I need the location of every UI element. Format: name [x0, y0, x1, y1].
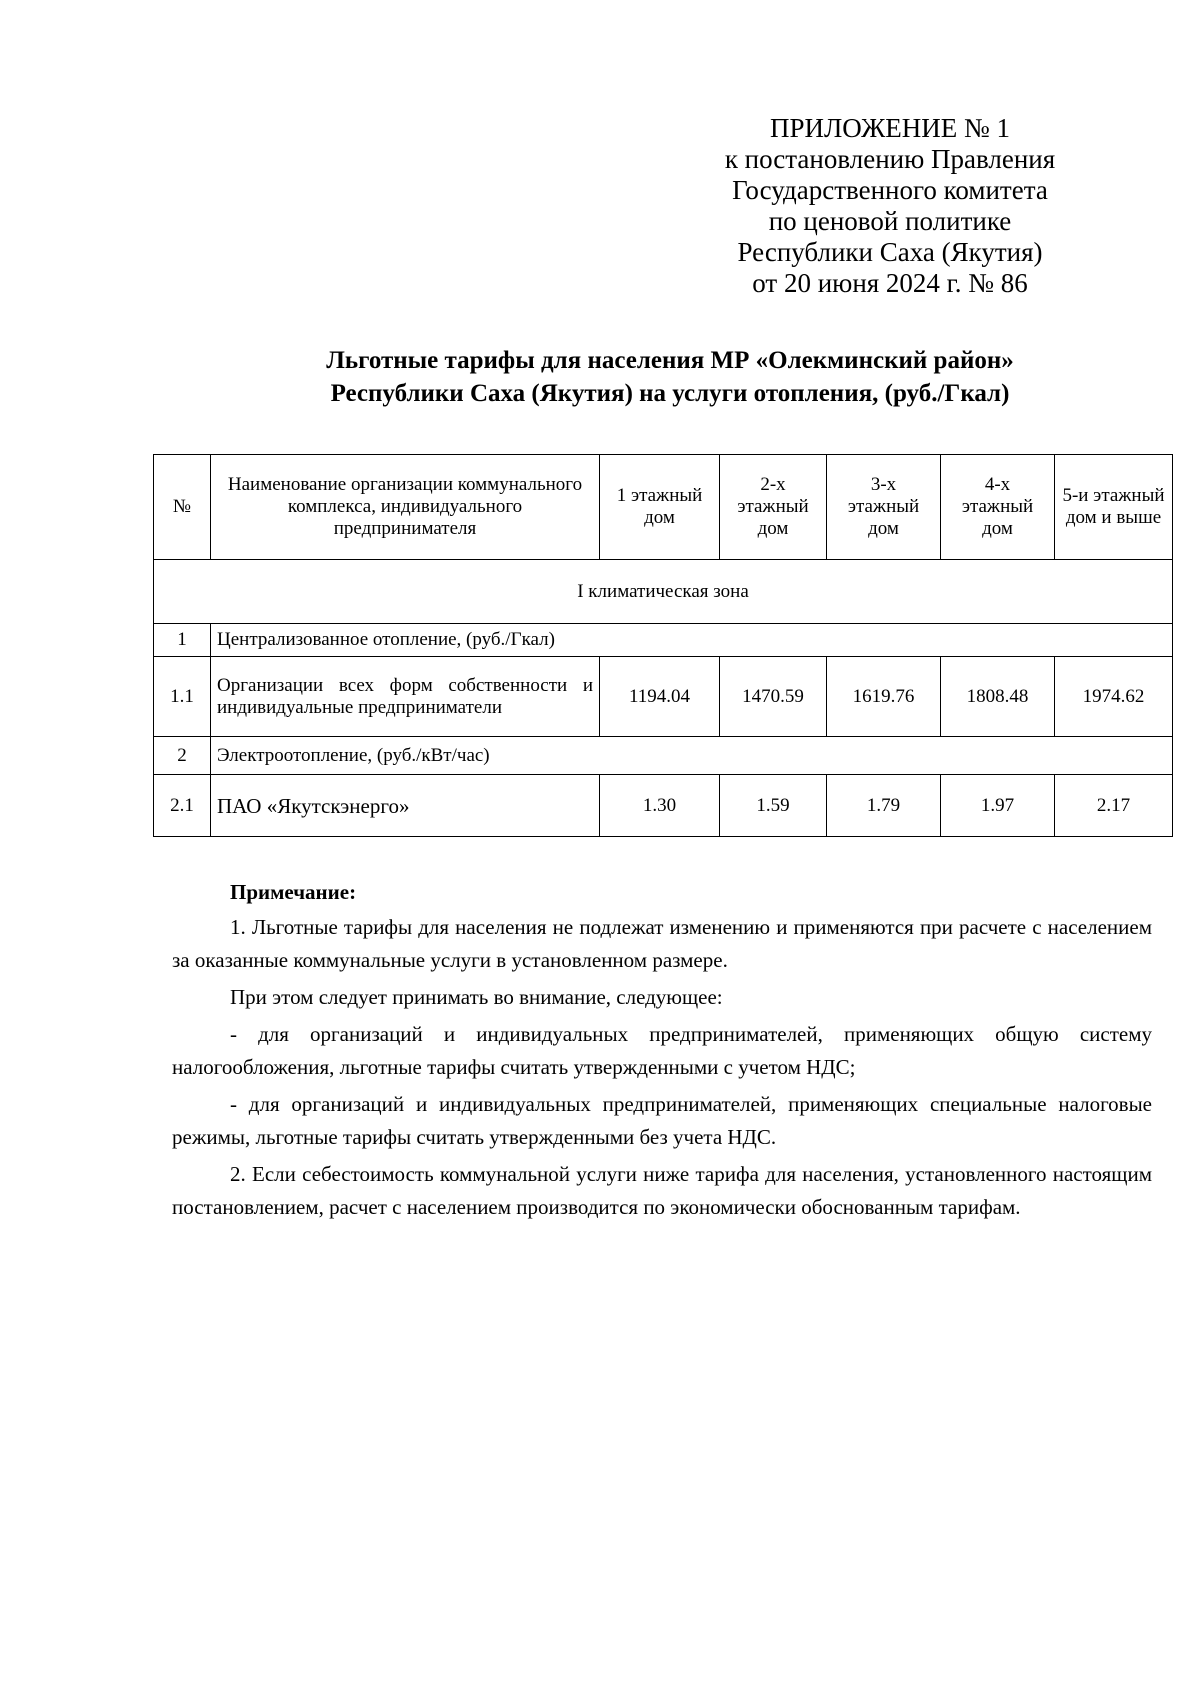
note-paragraph: 2. Если себестоимость коммунальной услуги ниже тарифа для населения, установленного настоящим постановлением, расчет с населением производится по экономически обоснованным тарифам. [172, 1162, 1152, 1219]
header-3-floor: 3-х этажный дом [827, 455, 941, 560]
value-2-floor: 1470.59 [720, 657, 827, 737]
value-3-floor: 1619.76 [827, 657, 941, 737]
section-num: 1 [154, 624, 211, 657]
row-num: 2.1 [154, 775, 211, 837]
appendix-line: к постановлению Правления [724, 144, 1056, 174]
note-paragraph: - для организаций и индивидуальных предпринимателей, применяющих специальные налоговые режимы, льготные тарифы считать утвержденными без учета НДС. [172, 1092, 1152, 1149]
section-row [154, 737, 1173, 775]
row-org-name: ПАО «Якутскэнерго» [211, 775, 600, 837]
section-label: Электроотопление, (руб./кВт/час) [211, 737, 1173, 775]
value-4-floor: 1.97 [941, 775, 1055, 837]
table-header-row [154, 455, 1173, 560]
note-paragraph: При этом следует принимать во внимание, следующее: [230, 985, 723, 1009]
value-3-floor: 1.79 [827, 775, 941, 837]
note-paragraph: - для организаций и индивидуальных предпринимателей, применяющих общую систему налогообложения, льготные тарифы считать утвержденными с учетом НДС; [172, 1022, 1152, 1079]
header-org-name: Наименование организации коммунального комплекса, индивидуального предпринимателя [211, 455, 600, 560]
appendix-block [660, 113, 1120, 299]
value-5-floor: 1974.62 [1055, 657, 1173, 737]
table-row [154, 775, 1173, 837]
value-2-floor: 1.59 [720, 775, 827, 837]
appendix-line: Республики Саха (Якутия) [737, 237, 1043, 267]
tariff-table [153, 454, 1173, 837]
header-2-floor: 2-х этажный дом [720, 455, 827, 560]
row-org-name: Организации всех форм собственности и индивидуальные предприниматели [211, 657, 600, 737]
header-1-floor: 1 этажный дом [600, 455, 720, 560]
row-num: 1.1 [154, 657, 211, 737]
section-label: Централизованное отопление, (руб./Гкал) [211, 624, 1173, 657]
notes-heading: Примечание: [230, 880, 357, 904]
title-line-1: Льготные тарифы для населения МР «Олекминский район» [326, 347, 1014, 374]
appendix-line: Государственного комитета [732, 175, 1048, 205]
value-5-floor: 2.17 [1055, 775, 1173, 837]
section-num: 2 [154, 737, 211, 775]
value-1-floor: 1194.04 [600, 657, 720, 737]
notes-block [172, 876, 1152, 1224]
value-4-floor: 1808.48 [941, 657, 1055, 737]
climate-zone-row [154, 560, 1173, 624]
table-row [154, 657, 1173, 737]
document-title [220, 344, 1120, 410]
appendix-line: по ценовой политике [768, 206, 1012, 236]
header-num: № [154, 455, 211, 560]
header-4-floor: 4-х этажный дом [941, 455, 1055, 560]
value-1-floor: 1.30 [600, 775, 720, 837]
title-line-2: Республики Саха (Якутия) на услуги отопления, (руб./Гкал) [330, 380, 1010, 407]
appendix-title: ПРИЛОЖЕНИЕ № 1 [769, 113, 1011, 143]
appendix-date: от 20 июня 2024 г. № 86 [752, 268, 1028, 298]
note-paragraph: 1. Льготные тарифы для населения не подлежат изменению и применяются при расчете с населением за оказанные коммунальные услуги в установленном размере. [172, 915, 1152, 972]
climate-zone-label: I климатическая зона [154, 560, 1173, 624]
section-row [154, 624, 1173, 657]
header-5-floor: 5-и этажный дом и выше [1055, 455, 1173, 560]
